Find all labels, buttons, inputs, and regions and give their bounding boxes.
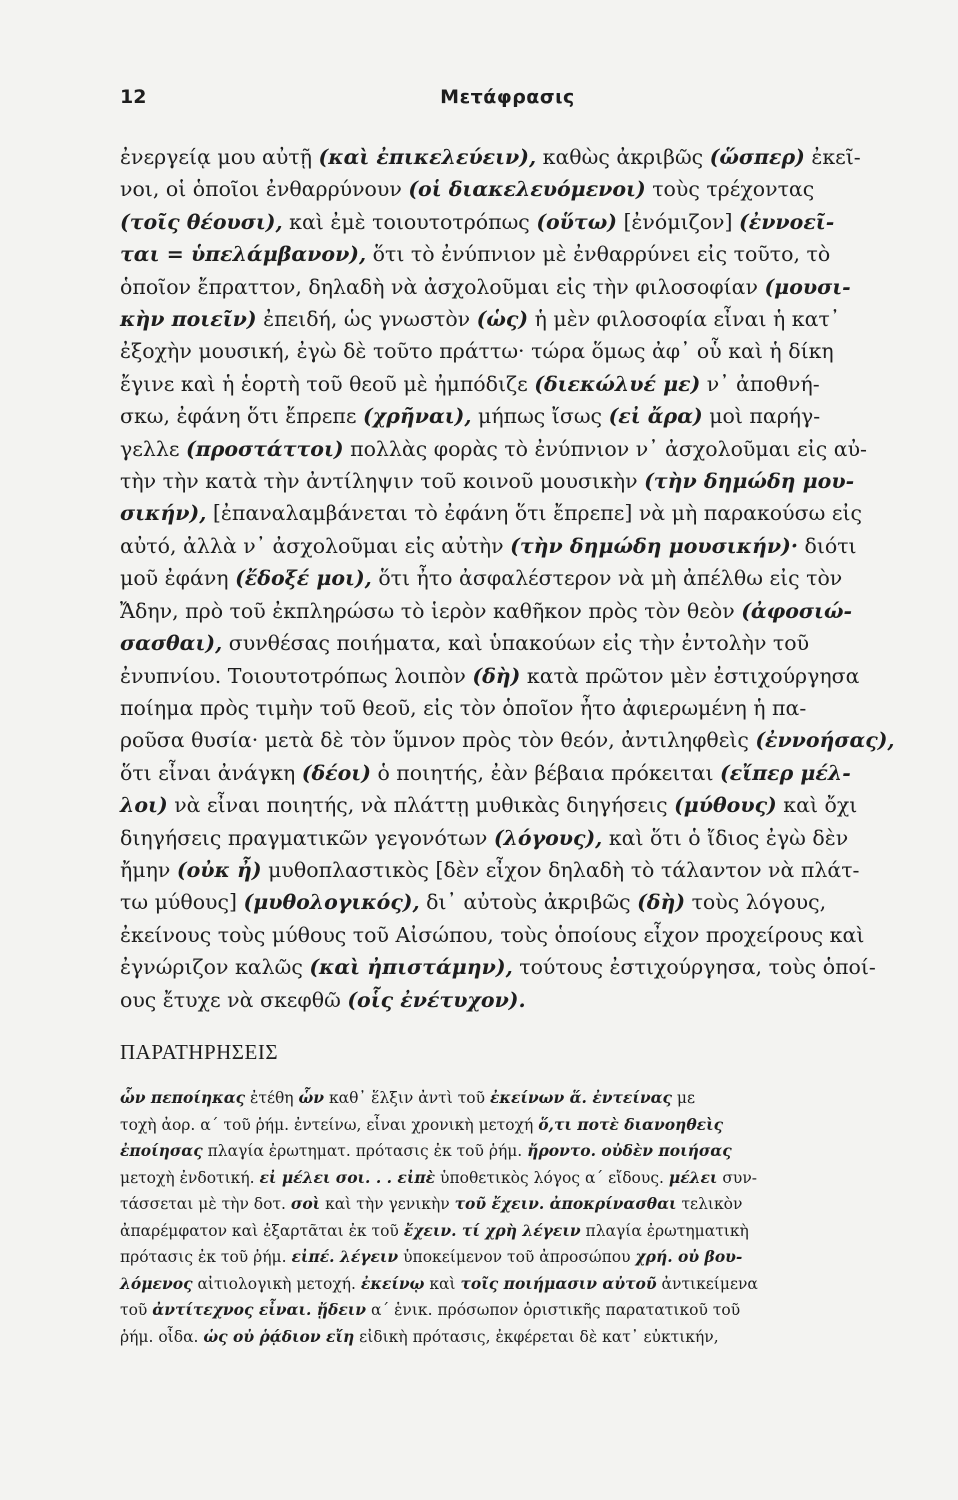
note-line: [120, 1324, 895, 1351]
text-line: [120, 530, 895, 562]
greek-gloss: (καὶ ἠπιστάμην),: [309, 955, 513, 980]
text-run: τω μύθους]: [120, 890, 244, 915]
greek-gloss: ἐποίησας: [120, 1141, 203, 1160]
greek-gloss: (τὴν δημώδη μουσικήν)·: [510, 533, 798, 558]
text-line: [120, 724, 895, 756]
text-run: δι᾽ αὐτοὺς ἀκριβῶς: [419, 890, 638, 915]
note-line: [120, 1218, 895, 1245]
text-run: τοὺς τρέχοντας: [645, 177, 815, 202]
text-run: πρότασις ἐκ τοῦ ῥήμ.: [120, 1248, 292, 1266]
translation-text: [120, 141, 895, 1016]
text-run: ποίημα πρὸς τιμὴν τοῦ θεοῦ, εἰς τὸν ὁποῖον ἦτο ἀφιερωμένη ἡ πα-: [120, 695, 807, 720]
greek-gloss: (ὡς): [476, 307, 529, 332]
greek-gloss: λόμενος: [120, 1273, 193, 1293]
text-run: τὴν τὴν κατὰ τὴν ἀντίληψιν τοῦ κοινοῦ μουσικὴν: [120, 469, 645, 494]
greek-gloss: σικήν),: [120, 501, 207, 526]
text-run: ὑποθετικὸς λόγος α´ εἴδους.: [435, 1168, 669, 1187]
greek-gloss: (μουσι-: [764, 274, 851, 299]
greek-gloss: (ἐννοήσας),: [755, 728, 895, 753]
text-run: καὶ τὴν γενικὴν: [320, 1195, 455, 1213]
text-run: ἐνεργείᾳ μου αὐτῇ: [120, 145, 319, 169]
text-line: [120, 173, 895, 205]
page-header: [120, 86, 895, 116]
text-run: γελλε: [120, 436, 186, 461]
text-run: α´ ἑνικ. πρόσωπον ὁριστικῆς παρατατικοῦ τοῦ: [366, 1301, 741, 1319]
text-run: ἐγνώριζον καλῶς: [120, 955, 310, 980]
text-run: διότι: [797, 533, 857, 558]
text-line: [120, 789, 895, 821]
text-run: μοῦ ἐφάνη: [120, 566, 236, 591]
text-run: τελικὸν: [676, 1195, 743, 1213]
text-line: [120, 206, 895, 238]
text-run: ροῦσα θυσία· μετὰ δὲ τὸν ὕμνον πρὸς τὸν θεόν, ἀντιληφθεὶς: [120, 728, 756, 753]
text-line: [120, 141, 895, 173]
text-line: [120, 951, 895, 983]
text-run: μήπως ἴσως: [471, 404, 609, 429]
greek-gloss: (λόγους),: [493, 825, 603, 850]
greek-gloss: (οὕτω): [536, 209, 617, 234]
text-run: καθὼς ἀκριβῶς: [536, 145, 710, 169]
text-run: νοι, οἱ ὁποῖοι ἐνθαρρύνουν: [120, 177, 409, 202]
greek-gloss: (δέοι): [301, 760, 371, 785]
greek-gloss: (χρῆναι),: [363, 404, 472, 429]
greek-gloss: (οἱ διακελευόμενοι): [408, 177, 646, 202]
text-run: πολλὰς φορὰς τὸ ἐνύπνιον ν᾽ ἀσχολοῦμαι εἰς αὐ-: [343, 436, 867, 461]
text-run: συνθέσας ποιήματα, καὶ ὑπακούων εἰς τὴν ἐντολὴν τοῦ: [222, 631, 810, 656]
text-run: ἡ μὲν φιλοσοφία εἶναι ἡ κατ᾽: [528, 307, 841, 332]
text-run: ἐξοχὴν μουσική, ἐγὼ δὲ τοῦτο πράττω· τώρα ὅμως ἀφ᾽ οὗ καὶ ἡ δίκη: [120, 339, 834, 364]
greek-gloss: ὡς οὐ ῥᾴδιον εἴη: [203, 1326, 355, 1346]
text-line: [120, 238, 895, 270]
text-run: ὁποῖον ἔπραττον, δηλαδὴ νὰ ἀσχολοῦμαι εἰς τὴν φιλοσοφίαν: [120, 274, 765, 299]
greek-gloss: (μύθους): [674, 793, 777, 818]
text-line: [120, 433, 895, 465]
note-line: [120, 1165, 895, 1192]
text-run: καὶ ὄχι: [776, 793, 858, 818]
note-line: [120, 1138, 895, 1165]
notes-heading: ΠΑΡΑΤΗΡΗΣΕΙΣ: [120, 1040, 279, 1064]
notes-text: [120, 1085, 895, 1350]
text-run: αἰτιολογικὴ μετοχή.: [192, 1274, 361, 1293]
greek-gloss: χρή. οὐ βου-: [635, 1247, 743, 1266]
text-line: [120, 303, 895, 335]
text-run: τούτους ἐστιχούργησα, τοὺς ὁποί-: [512, 955, 876, 980]
text-run: ν᾽ ἀποθνή-: [700, 371, 820, 396]
greek-gloss: τοῦ ἔχειν. ἀποκρίνασθαι: [454, 1194, 677, 1213]
text-run: τοχὴ ἀορ. α´ τοῦ ῥήμ. ἐντείνω, εἶναι χρονικὴ μετοχή: [120, 1115, 539, 1134]
text-run: ὅτι τὸ ἐνύπνιον μὲ ἐνθαρρύνει εἰς τοῦτο, τὸ: [366, 242, 831, 267]
text-run: ἐπειδή, ὡς γνωστὸν: [256, 307, 477, 332]
greek-gloss: λοι): [120, 793, 168, 818]
text-line: [120, 562, 895, 594]
text-run: πλαγία ἐρωτηματ. πρότασις ἐκ τοῦ ῥήμ.: [202, 1142, 528, 1160]
note-line: [120, 1271, 895, 1298]
text-run: ῥήμ. οἶδα.: [120, 1327, 204, 1346]
greek-gloss: ὧν: [298, 1088, 325, 1107]
greek-gloss: (οὐκ ἦ): [176, 857, 262, 882]
note-line: [120, 1112, 895, 1139]
text-run: αὐτό, ἀλλὰ ν᾽ ἀσχολοῦμαι εἰς αὐτὴν: [120, 533, 511, 558]
text-run: ἀπαρέμφατον καὶ ἐξαρτᾶται ἐκ τοῦ: [120, 1221, 404, 1240]
text-line: [120, 400, 895, 432]
note-line: [120, 1297, 895, 1324]
greek-gloss: (ἐννοεῖ-: [739, 209, 835, 234]
greek-gloss: ὅ,τι ποτὲ διανοηθεὶς: [538, 1114, 724, 1134]
text-line: [120, 497, 895, 529]
text-run: καὶ ἐμὲ τοιουτοτρόπως: [282, 209, 537, 234]
text-line: [120, 660, 895, 692]
text-run: καὶ: [424, 1274, 461, 1293]
text-line: [120, 692, 895, 724]
greek-gloss: (ἔδοξέ μοι),: [235, 566, 372, 591]
greek-gloss: ἔχειν. τί χρὴ λέγειν: [403, 1220, 581, 1240]
text-run: ἐνυπνίου. Τοιουτοτρόπως λοιπὸν: [120, 663, 473, 688]
greek-gloss: (τὴν δημώδη μου-: [644, 469, 855, 494]
text-run: τάσσεται μὲ τὴν δοτ.: [120, 1195, 291, 1213]
text-run: με: [671, 1089, 695, 1107]
text-run: ἔγινε καὶ ἡ ἑορτὴ τοῦ θεοῦ μὲ ἠμπόδιζε: [120, 371, 535, 396]
greek-gloss: ἐκείνων ἅ. ἐντείνας: [489, 1088, 672, 1107]
text-run: ὅτι ἦτο ἀσφαλέστερον νὰ μὴ ἀπέλθω εἰς τὸν: [371, 566, 843, 591]
greek-gloss: εἰπέ. λέγειν: [291, 1247, 399, 1266]
text-run: Ἄδην, πρὸ τοῦ ἐκπληρώσω τὸ ἱερὸν καθῆκον πρὸς τὸν θεὸν: [120, 598, 742, 623]
greek-gloss: (δὴ): [472, 663, 521, 688]
text-run: τοὺς λόγους,: [685, 890, 827, 915]
text-run: ἐκείνους τοὺς μύθους τοῦ Αἰσώπου, τοὺς ὁποίους εἶχον προχείρους καὶ: [120, 922, 865, 947]
greek-gloss: (προστάττοι): [186, 436, 344, 461]
greek-gloss: ἤροντο. οὐδὲν ποιήσας: [527, 1141, 732, 1160]
greek-gloss: (οἷς ἐνέτυχον).: [347, 987, 526, 1012]
text-line: [120, 271, 895, 303]
greek-gloss: (διεκώλυέ με): [534, 371, 701, 396]
text-run: συν-: [717, 1168, 758, 1187]
text-line: [120, 919, 895, 951]
text-line: [120, 886, 895, 918]
greek-gloss: ὧν πεποίηκας: [120, 1088, 246, 1107]
text-line: [120, 627, 895, 659]
text-run: ους ἔτυχε νὰ σκεφθῶ: [120, 987, 348, 1012]
text-run: κατὰ πρῶτον μὲν ἐστιχούργησα: [520, 663, 860, 688]
text-run: ὅτι εἶναι ἀνάγκη: [120, 760, 302, 785]
text-line: [120, 335, 895, 367]
greek-gloss: ἀντίτεχνος εἶναι. ᾔδειν: [152, 1300, 367, 1319]
text-line: [120, 822, 895, 854]
greek-gloss: ται = ὑπελάμβανον),: [120, 242, 367, 267]
greek-gloss: (καὶ ἐπικελεύειν),: [318, 145, 537, 169]
greek-gloss: (τοῖς θέουσι),: [120, 209, 283, 234]
text-run: εἰδικὴ πρότασις, ἐκφέρεται δὲ κατ᾽ εὐκτικήν,: [354, 1327, 719, 1346]
text-run: τοῦ: [120, 1301, 153, 1319]
text-line: [120, 465, 895, 497]
greek-gloss: (δὴ): [637, 890, 686, 915]
text-run: καὶ ὅτι ὁ ἴδιος ἐγὼ δὲν: [602, 825, 849, 850]
text-line: [120, 595, 895, 627]
greek-gloss: (μυθολογικός),: [243, 890, 420, 915]
text-run: ἀντικείμενα: [656, 1274, 758, 1293]
text-run: μετοχὴ ἐνδοτική.: [120, 1168, 260, 1187]
text-run: διηγήσεις πραγματικῶν γεγονότων: [120, 825, 494, 850]
note-line: [120, 1191, 895, 1218]
greek-gloss: εἰ μέλει σοι. . . εἰπὲ: [259, 1167, 436, 1187]
text-run: καθ᾽ ἕλξιν ἀντὶ τοῦ: [324, 1089, 490, 1107]
note-line: [120, 1085, 895, 1112]
text-line: [120, 368, 895, 400]
text-run: ἤμην: [120, 857, 177, 882]
text-run: ἐκεῖ-: [804, 145, 861, 169]
text-run: σκω, ἐφάνη ὅτι ἔπρεπε: [120, 404, 364, 429]
text-line: [120, 757, 895, 789]
greek-gloss: κὴν ποιεῖν): [120, 307, 257, 332]
running-title: Μετάφρασις: [440, 86, 575, 108]
text-run: πλαγία ἐρωτηματικὴ: [580, 1221, 749, 1240]
text-line: [120, 984, 895, 1016]
text-run: ὑποκείμενον τοῦ ἀπροσώπου: [398, 1248, 636, 1266]
text-run: [ἐπαναλαμβάνεται τὸ ἐφάνη ὅτι ἔπρεπε] νὰ μὴ παρακούσω εἰς: [206, 501, 862, 526]
greek-gloss: (εἴπερ μέλ-: [720, 760, 851, 785]
greek-gloss: ἐκείνῳ: [360, 1273, 425, 1293]
text-run: μυθοπλαστικὸς [δὲν εἶχον δηλαδὴ τὸ τάλαντον νὰ πλάτ-: [261, 857, 860, 882]
text-run: μοὶ παρήγ-: [702, 404, 821, 429]
greek-gloss: (εἰ ἄρα): [608, 404, 703, 429]
greek-gloss: σασθαι),: [120, 631, 223, 656]
page-number: 12: [120, 86, 147, 108]
text-run: νὰ εἶναι ποιητής, νὰ πλάττῃ μυθικὰς διηγήσεις: [167, 793, 675, 818]
greek-gloss: (ὥσπερ): [709, 145, 805, 169]
greek-gloss: σοὶ: [290, 1194, 321, 1213]
text-run: ὁ ποιητής, ἐὰν βέβαια πρόκειται: [370, 760, 721, 785]
greek-gloss: τοῖς ποιήμασιν αὐτοῦ: [460, 1273, 657, 1293]
greek-gloss: μέλει: [668, 1167, 718, 1187]
text-line: [120, 854, 895, 886]
greek-gloss: (ἀφοσιώ-: [741, 598, 852, 623]
text-run: ἐτέθη: [245, 1089, 299, 1107]
text-run: [ἐνόμιζον]: [616, 209, 740, 234]
note-line: [120, 1244, 895, 1271]
